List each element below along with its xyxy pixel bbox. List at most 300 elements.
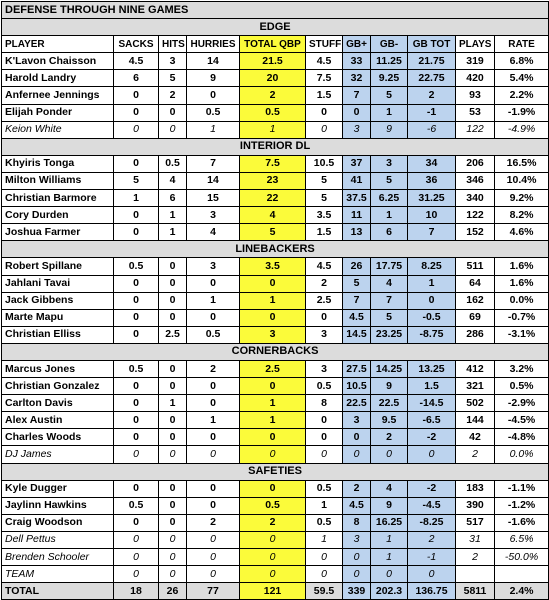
- defense-stats-table: [1, 1, 549, 600]
- rate-cell: -4.9%: [495, 121, 549, 138]
- total-qbp-cell: 23: [240, 172, 306, 189]
- rate-cell: 6.8%: [495, 53, 549, 70]
- stuff-cell: 3.5: [306, 207, 343, 224]
- sacks-cell: 0: [114, 207, 159, 224]
- section-row: [2, 343, 549, 360]
- hurries-cell: 0.5: [187, 104, 240, 121]
- gb-tot-cell: 1.5: [408, 378, 456, 395]
- total-qbp-cell: 2: [240, 87, 306, 104]
- player-name: Harold Landry: [2, 70, 114, 87]
- total-qbp-cell: 3: [240, 326, 306, 343]
- total-qbp-cell: 0: [240, 429, 306, 446]
- hits-cell: 2: [159, 87, 187, 104]
- section-title: SAFETIES: [2, 463, 549, 480]
- rate-cell: -3.1%: [495, 326, 549, 343]
- total-hits: 26: [159, 583, 187, 600]
- hits-cell: 2.5: [159, 326, 187, 343]
- gb-tot-cell: 0: [408, 292, 456, 309]
- gb-plus-cell: 26: [343, 258, 371, 275]
- plays-cell: 152: [456, 224, 495, 241]
- gb-minus-cell: 1: [371, 531, 408, 548]
- table-row: [2, 378, 549, 395]
- stuff-cell: 0: [306, 412, 343, 429]
- sacks-cell: 0: [114, 121, 159, 138]
- hurries-cell: 0: [187, 429, 240, 446]
- hurries-cell: 0: [187, 549, 240, 566]
- table-row: [2, 70, 549, 87]
- hurries-cell: 1: [187, 412, 240, 429]
- column-header: SACKS: [114, 36, 159, 53]
- sacks-cell: 0: [114, 224, 159, 241]
- total-stuff: 59.5: [306, 583, 343, 600]
- rate-cell: -1.1%: [495, 480, 549, 497]
- section-title: EDGE: [2, 19, 549, 36]
- hits-cell: 0: [159, 275, 187, 292]
- plays-cell: 517: [456, 514, 495, 531]
- plays-cell: 319: [456, 53, 495, 70]
- hits-cell: 0: [159, 429, 187, 446]
- table-row: [2, 258, 549, 275]
- total-gb-plus: 339: [343, 583, 371, 600]
- total-qbp-cell: 0: [240, 378, 306, 395]
- hurries-cell: 15: [187, 190, 240, 207]
- player-name: Keion White: [2, 121, 114, 138]
- sacks-cell: 0: [114, 429, 159, 446]
- gb-plus-cell: 0: [343, 549, 371, 566]
- player-name: Kyle Dugger: [2, 480, 114, 497]
- section-title: LINEBACKERS: [2, 241, 549, 258]
- gb-minus-cell: 4: [371, 275, 408, 292]
- hits-cell: 0: [159, 378, 187, 395]
- gb-plus-cell: 7: [343, 292, 371, 309]
- stuff-cell: 5: [306, 190, 343, 207]
- gb-plus-cell: 37.5: [343, 190, 371, 207]
- table-row: [2, 275, 549, 292]
- column-header: GB+: [343, 36, 371, 53]
- gb-minus-cell: 14.25: [371, 360, 408, 377]
- hits-cell: 0: [159, 412, 187, 429]
- sacks-cell: 0: [114, 155, 159, 172]
- plays-cell: 162: [456, 292, 495, 309]
- rate-cell: -50.0%: [495, 549, 549, 566]
- total-qbp-cell: 0: [240, 480, 306, 497]
- hurries-cell: 0: [187, 531, 240, 548]
- gb-plus-cell: 3: [343, 121, 371, 138]
- gb-minus-cell: 22.5: [371, 395, 408, 412]
- hurries-cell: 4: [187, 224, 240, 241]
- hits-cell: 0: [159, 549, 187, 566]
- player-name: Elijah Ponder: [2, 104, 114, 121]
- hurries-cell: 14: [187, 53, 240, 70]
- gb-tot-cell: 31.25: [408, 190, 456, 207]
- table-row: [2, 190, 549, 207]
- gb-minus-cell: 5: [371, 87, 408, 104]
- section-row: [2, 19, 549, 36]
- total-qbp-cell: 2: [240, 514, 306, 531]
- sacks-cell: 0: [114, 514, 159, 531]
- gb-tot-cell: 0: [408, 566, 456, 583]
- rate-cell: -1.6%: [495, 514, 549, 531]
- gb-minus-cell: 1: [371, 549, 408, 566]
- column-header: HURRIES: [187, 36, 240, 53]
- plays-cell: 390: [456, 497, 495, 514]
- gb-tot-cell: 2: [408, 531, 456, 548]
- sacks-cell: 5: [114, 172, 159, 189]
- gb-tot-cell: 36: [408, 172, 456, 189]
- total-qbp-cell: 1: [240, 412, 306, 429]
- hurries-cell: 0.5: [187, 326, 240, 343]
- hits-cell: 6: [159, 190, 187, 207]
- column-header: HITS: [159, 36, 187, 53]
- title-row: [2, 2, 549, 19]
- table-title: DEFENSE THROUGH NINE GAMES: [2, 2, 549, 19]
- stuff-cell: 0: [306, 429, 343, 446]
- gb-tot-cell: 2: [408, 87, 456, 104]
- hits-cell: 4: [159, 172, 187, 189]
- plays-cell: 2: [456, 549, 495, 566]
- table-row: [2, 104, 549, 121]
- hurries-cell: 0: [187, 395, 240, 412]
- sacks-cell: 6: [114, 70, 159, 87]
- gb-minus-cell: 3: [371, 155, 408, 172]
- table-row: [2, 514, 549, 531]
- gb-minus-cell: 16.25: [371, 514, 408, 531]
- gb-tot-cell: -0.5: [408, 309, 456, 326]
- total-qbp-cell: 0.5: [240, 497, 306, 514]
- gb-minus-cell: 9: [371, 378, 408, 395]
- total-qbp-cell: 3.5: [240, 258, 306, 275]
- plays-cell: 183: [456, 480, 495, 497]
- rate-cell: 4.6%: [495, 224, 549, 241]
- plays-cell: [456, 566, 495, 583]
- sacks-cell: 0: [114, 549, 159, 566]
- total-qbp-cell: 20: [240, 70, 306, 87]
- stuff-cell: 4.5: [306, 53, 343, 70]
- gb-tot-cell: -1: [408, 104, 456, 121]
- rate-cell: 0.0%: [495, 292, 549, 309]
- sacks-cell: 0.5: [114, 497, 159, 514]
- player-name: Christian Elliss: [2, 326, 114, 343]
- plays-cell: 321: [456, 378, 495, 395]
- stuff-cell: 2: [306, 275, 343, 292]
- rate-cell: -1.2%: [495, 497, 549, 514]
- column-header: GB TOT: [408, 36, 456, 53]
- table-row: [2, 309, 549, 326]
- total-qbp-cell: 0: [240, 549, 306, 566]
- rate-cell: 1.6%: [495, 275, 549, 292]
- rate-cell: 8.2%: [495, 207, 549, 224]
- player-name: Robert Spillane: [2, 258, 114, 275]
- player-name: Anfernee Jennings: [2, 87, 114, 104]
- total-qbp-cell: 21.5: [240, 53, 306, 70]
- player-name: Christian Gonzalez: [2, 378, 114, 395]
- total-row: [2, 583, 549, 600]
- player-name: Carlton Davis: [2, 395, 114, 412]
- gb-minus-cell: 4: [371, 480, 408, 497]
- total-qbp-cell: 0.5: [240, 104, 306, 121]
- table-row: [2, 155, 549, 172]
- gb-minus-cell: 11.25: [371, 53, 408, 70]
- gb-minus-cell: 1: [371, 207, 408, 224]
- hits-cell: 1: [159, 224, 187, 241]
- total-qbp-cell: 1: [240, 292, 306, 309]
- plays-cell: 144: [456, 412, 495, 429]
- player-name: Marte Mapu: [2, 309, 114, 326]
- gb-minus-cell: 6: [371, 224, 408, 241]
- plays-cell: 286: [456, 326, 495, 343]
- total-gb-minus: 202.3: [371, 583, 408, 600]
- stuff-cell: 3: [306, 360, 343, 377]
- hurries-cell: 2: [187, 360, 240, 377]
- stuff-cell: 7.5: [306, 70, 343, 87]
- stuff-cell: 0: [306, 566, 343, 583]
- rate-cell: -0.7%: [495, 309, 549, 326]
- gb-tot-cell: 7: [408, 224, 456, 241]
- table-row: [2, 360, 549, 377]
- hits-cell: 0: [159, 514, 187, 531]
- rate-cell: 9.2%: [495, 190, 549, 207]
- hurries-cell: 7: [187, 155, 240, 172]
- gb-tot-cell: -2: [408, 429, 456, 446]
- section-row: [2, 138, 549, 155]
- gb-tot-cell: 8.25: [408, 258, 456, 275]
- table-row: [2, 207, 549, 224]
- gb-minus-cell: 9.5: [371, 412, 408, 429]
- gb-tot-cell: -14.5: [408, 395, 456, 412]
- gb-plus-cell: 3: [343, 412, 371, 429]
- total-qbp-cell: 0: [240, 566, 306, 583]
- plays-cell: 31: [456, 531, 495, 548]
- column-header-row: [2, 36, 549, 53]
- gb-plus-cell: 0: [343, 429, 371, 446]
- player-name: Craig Woodson: [2, 514, 114, 531]
- total-qbp-cell: 2.5: [240, 360, 306, 377]
- hurries-cell: 2: [187, 514, 240, 531]
- player-name: TEAM: [2, 566, 114, 583]
- hurries-cell: 0: [187, 566, 240, 583]
- player-name: Jack Gibbens: [2, 292, 114, 309]
- table-row: [2, 480, 549, 497]
- hurries-cell: 0: [187, 480, 240, 497]
- plays-cell: 412: [456, 360, 495, 377]
- hits-cell: 0: [159, 360, 187, 377]
- gb-plus-cell: 41: [343, 172, 371, 189]
- table-row: [2, 121, 549, 138]
- table-row: [2, 497, 549, 514]
- rate-cell: 3.2%: [495, 360, 549, 377]
- hits-cell: 0: [159, 104, 187, 121]
- hurries-cell: 3: [187, 207, 240, 224]
- player-name: Christian Barmore: [2, 190, 114, 207]
- hits-cell: 0: [159, 121, 187, 138]
- hits-cell: 1: [159, 395, 187, 412]
- gb-tot-cell: 21.75: [408, 53, 456, 70]
- plays-cell: 2: [456, 446, 495, 463]
- player-name: Dell Pettus: [2, 531, 114, 548]
- sacks-cell: 0: [114, 104, 159, 121]
- gb-tot-cell: 13.25: [408, 360, 456, 377]
- gb-plus-cell: 10.5: [343, 378, 371, 395]
- gb-minus-cell: 2: [371, 429, 408, 446]
- hits-cell: 0: [159, 480, 187, 497]
- sacks-cell: 0: [114, 326, 159, 343]
- hurries-cell: 0: [187, 497, 240, 514]
- gb-plus-cell: 27.5: [343, 360, 371, 377]
- gb-minus-cell: 9: [371, 497, 408, 514]
- hurries-cell: 0: [187, 87, 240, 104]
- sacks-cell: 1: [114, 190, 159, 207]
- rate-cell: -4.8%: [495, 429, 549, 446]
- stuff-cell: 0.5: [306, 378, 343, 395]
- plays-cell: 42: [456, 429, 495, 446]
- table-row: [2, 549, 549, 566]
- gb-minus-cell: 6.25: [371, 190, 408, 207]
- player-name: Milton Williams: [2, 172, 114, 189]
- sacks-cell: 0: [114, 87, 159, 104]
- hurries-cell: 9: [187, 70, 240, 87]
- gb-tot-cell: 22.75: [408, 70, 456, 87]
- gb-plus-cell: 0: [343, 446, 371, 463]
- table-row: [2, 326, 549, 343]
- sacks-cell: 0: [114, 446, 159, 463]
- rate-cell: 10.4%: [495, 172, 549, 189]
- gb-tot-cell: -4.5: [408, 497, 456, 514]
- gb-minus-cell: 9.25: [371, 70, 408, 87]
- gb-tot-cell: -2: [408, 480, 456, 497]
- stuff-cell: 0.5: [306, 480, 343, 497]
- gb-plus-cell: 33: [343, 53, 371, 70]
- total-hurries: 77: [187, 583, 240, 600]
- total-rate: 2.4%: [495, 583, 549, 600]
- gb-plus-cell: 14.5: [343, 326, 371, 343]
- sacks-cell: 4.5: [114, 53, 159, 70]
- sacks-cell: 0.5: [114, 360, 159, 377]
- total-qbp-cell: 1: [240, 395, 306, 412]
- plays-cell: 64: [456, 275, 495, 292]
- hits-cell: 0: [159, 309, 187, 326]
- stuff-cell: 0: [306, 121, 343, 138]
- hits-cell: 0.5: [159, 155, 187, 172]
- total-gb-tot: 136.75: [408, 583, 456, 600]
- gb-tot-cell: -6: [408, 121, 456, 138]
- table-row: [2, 531, 549, 548]
- gb-minus-cell: 0: [371, 446, 408, 463]
- sacks-cell: 0: [114, 395, 159, 412]
- rate-cell: 6.5%: [495, 531, 549, 548]
- sacks-cell: 0: [114, 378, 159, 395]
- table-row: [2, 224, 549, 241]
- gb-tot-cell: -6.5: [408, 412, 456, 429]
- rate-cell: 0.0%: [495, 446, 549, 463]
- gb-minus-cell: 7: [371, 292, 408, 309]
- hits-cell: 3: [159, 53, 187, 70]
- plays-cell: 502: [456, 395, 495, 412]
- section-row: [2, 241, 549, 258]
- player-name: Khyiris Tonga: [2, 155, 114, 172]
- table-row: [2, 172, 549, 189]
- table-row: [2, 412, 549, 429]
- plays-cell: 420: [456, 70, 495, 87]
- player-name: Alex Austin: [2, 412, 114, 429]
- total-total-qbp: 121: [240, 583, 306, 600]
- player-name: Cory Durden: [2, 207, 114, 224]
- rate-cell: 5.4%: [495, 70, 549, 87]
- gb-tot-cell: 10: [408, 207, 456, 224]
- gb-tot-cell: 0: [408, 446, 456, 463]
- total-qbp-cell: 5: [240, 224, 306, 241]
- sacks-cell: 0: [114, 292, 159, 309]
- rate-cell: 2.2%: [495, 87, 549, 104]
- gb-tot-cell: -1: [408, 549, 456, 566]
- stuff-cell: 1.5: [306, 87, 343, 104]
- gb-minus-cell: 0: [371, 566, 408, 583]
- gb-plus-cell: 8: [343, 514, 371, 531]
- plays-cell: 340: [456, 190, 495, 207]
- stuff-cell: 0: [306, 446, 343, 463]
- gb-minus-cell: 23.25: [371, 326, 408, 343]
- hits-cell: 5: [159, 70, 187, 87]
- stuff-cell: 1.5: [306, 224, 343, 241]
- table-row: [2, 446, 549, 463]
- stuff-cell: 2.5: [306, 292, 343, 309]
- hits-cell: 0: [159, 292, 187, 309]
- hurries-cell: 0: [187, 275, 240, 292]
- hits-cell: 0: [159, 446, 187, 463]
- gb-plus-cell: 11: [343, 207, 371, 224]
- rate-cell: [495, 566, 549, 583]
- sacks-cell: 0: [114, 531, 159, 548]
- stuff-cell: 4.5: [306, 258, 343, 275]
- table-row: [2, 566, 549, 583]
- sacks-cell: 0: [114, 412, 159, 429]
- section-title: INTERIOR DL: [2, 138, 549, 155]
- sacks-cell: 0: [114, 480, 159, 497]
- hits-cell: 0: [159, 566, 187, 583]
- sacks-cell: 0: [114, 309, 159, 326]
- plays-cell: 93: [456, 87, 495, 104]
- hits-cell: 0: [159, 531, 187, 548]
- player-name: Charles Woods: [2, 429, 114, 446]
- gb-plus-cell: 32: [343, 70, 371, 87]
- plays-cell: 53: [456, 104, 495, 121]
- column-header: RATE: [495, 36, 549, 53]
- table-row: [2, 53, 549, 70]
- gb-plus-cell: 0: [343, 104, 371, 121]
- gb-tot-cell: 34: [408, 155, 456, 172]
- total-qbp-cell: 0: [240, 309, 306, 326]
- stuff-cell: 1: [306, 497, 343, 514]
- hurries-cell: 0: [187, 378, 240, 395]
- total-qbp-cell: 0: [240, 275, 306, 292]
- hurries-cell: 0: [187, 309, 240, 326]
- gb-tot-cell: -8.25: [408, 514, 456, 531]
- column-header: TOTAL QBP: [240, 36, 306, 53]
- total-label: TOTAL: [2, 583, 114, 600]
- gb-minus-cell: 1: [371, 104, 408, 121]
- column-header: PLAYS: [456, 36, 495, 53]
- column-header: STUFF: [306, 36, 343, 53]
- player-name: Brenden Schooler: [2, 549, 114, 566]
- sacks-cell: 0.5: [114, 258, 159, 275]
- plays-cell: 69: [456, 309, 495, 326]
- plays-cell: 511: [456, 258, 495, 275]
- gb-minus-cell: 17.75: [371, 258, 408, 275]
- stuff-cell: 8: [306, 395, 343, 412]
- section-row: [2, 463, 549, 480]
- gb-plus-cell: 22.5: [343, 395, 371, 412]
- gb-plus-cell: 5: [343, 275, 371, 292]
- gb-plus-cell: 4.5: [343, 497, 371, 514]
